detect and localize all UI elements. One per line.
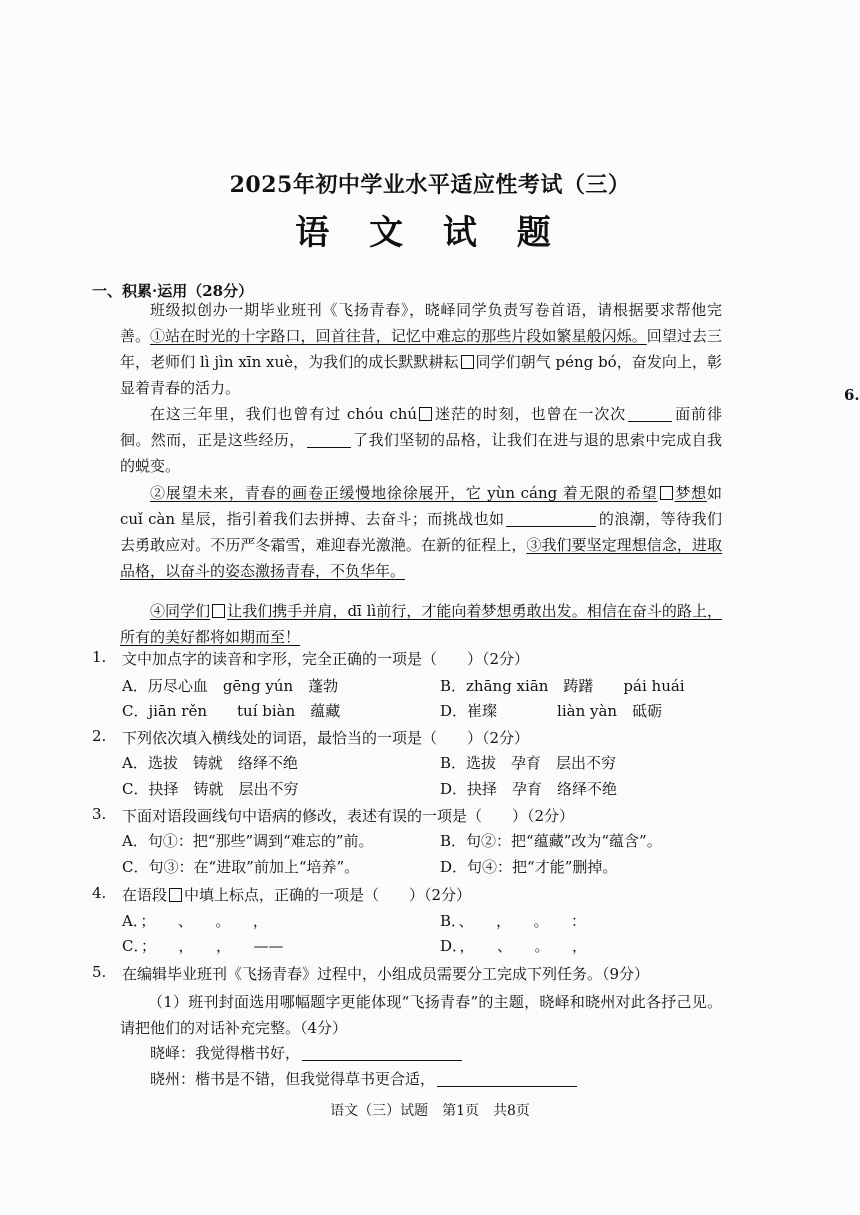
q3-option-c: C．句③：在“进取”前加上“培养”。: [122, 858, 360, 876]
passage-paragraph-4: ④同学们 让我们携手并肩，dī lì前行，才能向着梦想勇敢出发。相信在奋斗的路上，所有的美好都将如期而至！: [120, 602, 722, 646]
margin-number: 6.: [844, 386, 860, 404]
passage-paragraph-2: 在这三年里，我们也曾有过 chóu chú 迷茫的时刻，也曾在一次次 面前徘徊。然而，正是这些经历， 了我们坚韧的品格，让我们在进与退的思索中完成自我的蜕变。: [120, 405, 722, 475]
q3-option-d: D．句④：把“才能”删掉。: [440, 858, 618, 876]
fill-blank: [506, 510, 596, 527]
q5-dialogue-line-2: 晓州：楷书是不错，但我觉得草书更合适，: [150, 1068, 579, 1090]
q1-option-c: C．jiān rěn tuí biàn 蕴藏: [122, 702, 341, 720]
q5-dialogue-line-1: 晓峄：我觉得楷书好，: [150, 1042, 464, 1064]
punctuation-box: [660, 486, 673, 500]
question-1-stem: 文中加点字的读音和字形，完全正确的一项是（ ）（2分）: [122, 650, 530, 668]
subject-title: 语 文 试 题: [295, 213, 565, 253]
exam-title: 2025年初中学业水平适应性考试（三）: [229, 172, 631, 198]
question-5-stem: 在编辑毕业班刊《飞扬青春》过程中，小组成员需要分工完成下列任务。（9分）: [122, 965, 650, 983]
question-3-stem: 下面对语段画线句中语病的修改，表述有误的一项是（ ）（2分）: [122, 807, 575, 825]
q3-option-b: B．句②：把“蕴藏”改为“蕴含”。: [440, 832, 662, 850]
q2-option-a: A．选拔 铸就 络绎不绝: [122, 754, 298, 772]
punctuation-box: [461, 355, 474, 369]
q2-option-d: D．抉择 孕育 络绎不绝: [440, 780, 618, 798]
question-4-stem: 在语段 中填上标点，正确的一项是（ ）（2分）: [122, 886, 472, 904]
punctuation-box: [169, 888, 182, 902]
underlined-sentence-3: ③我们要坚定理想信念，进取品格，以奋斗的姿态激扬青春，不负华年。: [120, 536, 722, 580]
section-heading: 一、积累·运用（28分）: [92, 282, 254, 300]
question-2-number: 2.: [92, 727, 107, 745]
q3-option-a: A．句①：把“那些”调到“难忘的”前。: [122, 832, 374, 850]
q4-option-a: A．； 、 。 ，: [122, 912, 268, 930]
q4-option-b: B．、 ， 。 ：: [440, 912, 587, 930]
question-3-number: 3.: [92, 805, 107, 823]
q4-option-c: C．； ， ， ——: [122, 937, 284, 955]
underlined-sentence-1: ①站在时光的十字路口，回首往昔，记忆中难忘的那些片段如繁星般闪烁。: [150, 327, 647, 345]
question-5-number: 5.: [92, 963, 107, 981]
punctuation-box: [212, 604, 225, 618]
q1-option-d: D．崔璨 liàn yàn 砥砺: [440, 702, 663, 720]
question-2-stem: 下列依次填入横线处的词语，最恰当的一项是（ ）（2分）: [122, 729, 530, 747]
question-4-number: 4.: [92, 884, 107, 902]
intro-paragraph: 班级拟创办一期毕业班刊《飞扬青春》，晓峄同学负责写卷首语，请根据要求帮他完善。: [120, 301, 722, 345]
q1-option-a: A．历尽心血 gēng yún 蓬勃: [122, 677, 339, 695]
underlined-sentence-4: ④同学们: [150, 602, 211, 620]
fill-blank: [628, 405, 672, 422]
underlined-sentence-2: ②展望未来，青春的画卷正缓慢地徐徐展开，它 yùn cáng 着无限的希望: [150, 484, 658, 502]
q2-option-b: B．选拔 孕育 层出不穷: [440, 754, 617, 772]
q4-option-d: D．， 、 。 ，: [440, 937, 588, 955]
punctuation-box: [419, 407, 432, 421]
fill-blank: [307, 431, 351, 448]
passage-paragraph-3: ②展望未来，青春的画卷正缓慢地徐徐展开，它 yùn cáng 着无限的希望 梦想如 cuǐ càn 星辰，指引着我们去拼搏、去奋斗；而挑战也如 的浪潮，等待我们去勇敢应对。不历严冬霜雪，难迎春光激滟。在新的征程上，③我们要坚定理想信念，进取品格，以奋斗的姿态激扬青春，不负华年。: [120, 484, 722, 580]
q5-subquestion-1: （1）班刊封面选用哪幅题字更能体现“飞扬青春”的主题，晓峄和晓州对此各抒己见。请把他们的对话补充完整。（4分）: [120, 993, 722, 1037]
passage-paragraph-1: ①站在时光的十字路口，回首往昔，记忆中难忘的那些片段如繁星般闪烁。回望过去三年，老师们 lì jìn xīn xuè，为我们的成长默默耕耘 同学们朝气 péng bó，奋发向上，彰显着青春的活力。: [120, 327, 722, 397]
answer-blank: [302, 1044, 462, 1061]
q1-option-b: B．zhāng xiān 踌躇 pái huái: [440, 677, 685, 695]
answer-blank: [437, 1070, 577, 1087]
q2-option-c: C．抉择 铸就 层出不穷: [122, 780, 299, 798]
page-footer: 语文（三）试题 第1页 共8页: [330, 1103, 530, 1119]
question-1-number: 1.: [92, 648, 107, 666]
